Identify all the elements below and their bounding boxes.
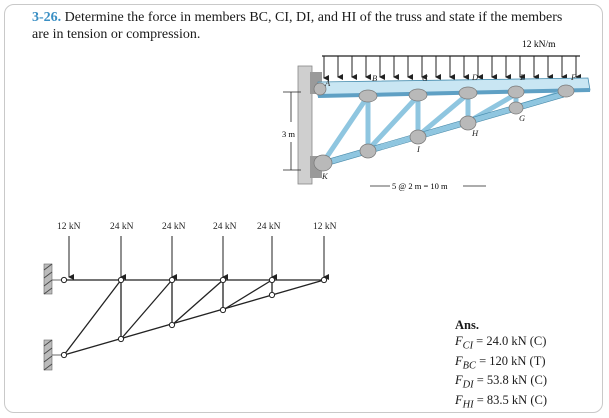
problem-text: Determine the force in members BC, CI, DI, and HI of the truss and state if the members are in tension or compression. bbox=[32, 10, 563, 42]
answer-block bbox=[455, 318, 595, 412]
load-label-5: 24 kN bbox=[257, 222, 281, 232]
line-truss-members bbox=[64, 280, 324, 355]
joint-label-h: H bbox=[472, 128, 479, 138]
distributed-load-label: 12 kN/m bbox=[522, 40, 556, 50]
truss-figure-2 bbox=[44, 222, 337, 370]
joint-label-k: K bbox=[322, 171, 328, 181]
truss-members bbox=[322, 92, 564, 164]
load-label-6: 12 kN bbox=[313, 222, 337, 232]
load-label-4: 24 kN bbox=[213, 222, 237, 232]
joint-label-g: G bbox=[519, 113, 526, 123]
joint-label-b: B bbox=[372, 73, 378, 83]
answer-row: $F_{BC} = 120$ kN (T) bbox=[455, 353, 546, 371]
answer-row: $F_{CI} = 24.0$ kN (C) bbox=[455, 334, 547, 352]
wall bbox=[298, 66, 312, 184]
distributed-load bbox=[322, 40, 580, 78]
load-label-1: 12 kN bbox=[57, 222, 81, 232]
joint-label-d: D bbox=[472, 72, 479, 82]
joint-label-e: E bbox=[520, 72, 526, 82]
answer-heading: Ans. bbox=[455, 318, 479, 332]
height-label: 3 m bbox=[282, 129, 295, 139]
joint-label-i: I bbox=[417, 144, 420, 154]
point-load-arrows bbox=[69, 236, 324, 277]
answer-row: $F_{HI} = 83.5$ kN (C) bbox=[455, 392, 547, 410]
problem-number: 3-26. bbox=[32, 10, 62, 25]
load-label-3: 24 kN bbox=[162, 222, 186, 232]
joint-label-c: C bbox=[422, 73, 428, 83]
span-label: 5 @ 2 m = 10 m bbox=[392, 181, 448, 191]
load-label-2: 24 kN bbox=[110, 222, 134, 232]
hatched-supports bbox=[44, 264, 52, 370]
joint-label-a: A bbox=[325, 78, 331, 88]
joint-label-f: F bbox=[571, 72, 577, 82]
truss-figure-1 bbox=[282, 40, 590, 191]
answer-row: $F_{DI} = 53.8$ kN (C) bbox=[455, 373, 547, 391]
